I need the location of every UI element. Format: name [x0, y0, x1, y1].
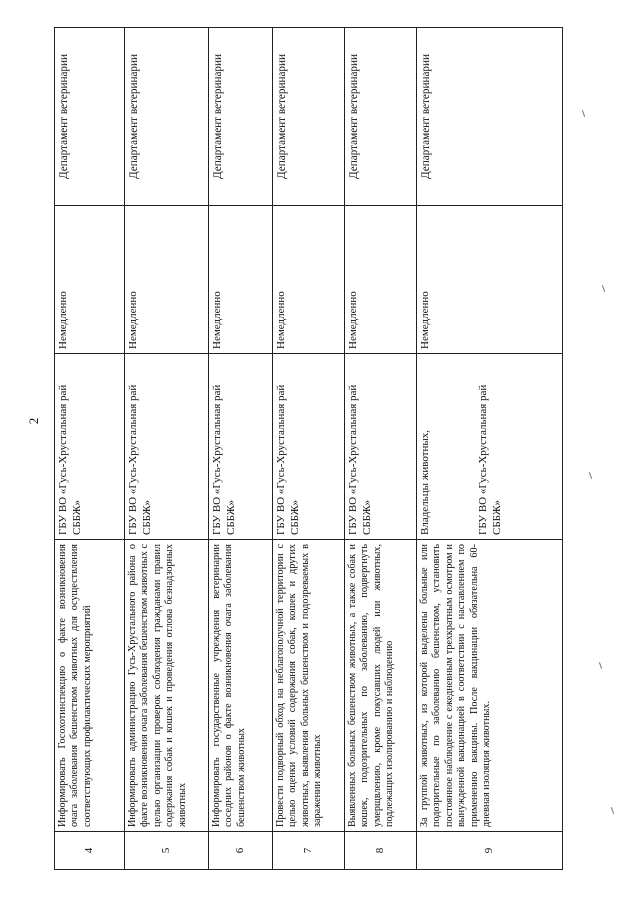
executor-text: ГБУ ВО «Гусь-Хрустальная рай СББЖ» [347, 384, 373, 535]
executor-text: ГБУ ВО «Гусь-Хрустальная рай СББЖ» [57, 384, 83, 535]
row-number: 6 [209, 832, 273, 870]
scan-mark [611, 807, 614, 814]
row-number: 8 [345, 832, 417, 870]
action-cell: За группой животных, из которой выделены больные или подозрительные по заболеванию бешенством, установить постоянное наблюдение с ежедневным трехкратным осмотром и вынужденной вакцинацией в соответствии с наставлением по применению вакцины. После вакцинации обязательна 60-дневная изоляция животных. [417, 540, 563, 832]
executor-cell [125, 354, 209, 540]
responsible-cell: Департамент ветеринарии [209, 28, 273, 206]
responsible-cell: Департамент ветеринарии [273, 28, 345, 206]
row-number: 9 [417, 832, 563, 870]
executor-cell [55, 354, 125, 540]
executor-cell [345, 354, 417, 540]
deadline-cell: Немедленно [417, 206, 563, 354]
action-cell: Провести подворный обход на неблагополучной территории с целью оценки условий содержания собак, кошек и других животных, выявления больных бешенством и подозреваемых в заражении животных [273, 540, 345, 832]
responsible-cell: Департамент ветеринарии [55, 28, 125, 206]
scan-mark [582, 110, 585, 117]
action-cell: Информировать администрацию Гусь-Хрустального района о факте возникновения очага заболевания бешенством животных с целью организации проверок соблюдения гражданами правил содержания собак и кошек и проведения отлова безнадзорных животных [125, 540, 209, 832]
responsible-cell: Департамент ветеринарии [345, 28, 417, 206]
measures-table [54, 27, 563, 870]
executor-text: ГБУ ВО «Гусь-Хрустальная рай СББЖ» [476, 384, 503, 535]
row-number: 4 [55, 832, 125, 870]
deadline-cell: Немедленно [209, 206, 273, 354]
table-row [55, 28, 125, 870]
executor-gap [433, 358, 477, 535]
action-cell: Выявленных больных бешенством животных, а также собак и кошек, подозрительных по заболеванию, подвергнуть умерщвлению, кроме покусавших людей или животных, подлежащих изолированию и наблюдению [345, 540, 417, 832]
responsible-cell: Департамент ветеринарии [417, 28, 563, 206]
responsible-cell: Департамент ветеринарии [125, 28, 209, 206]
deadline-cell: Немедленно [273, 206, 345, 354]
table-row [273, 28, 345, 870]
executor-text: ГБУ ВО «Гусь-Хрустальная рай СББЖ» [127, 384, 153, 535]
scan-mark [599, 662, 602, 669]
action-cell: Информировать Госохотинспекцию о факте возникновения очага заболевания бешенством животных для осуществления соответствующих профилактических мероприятий [55, 540, 125, 832]
action-cell: Информировать государственные учреждения ветеринарии соседних районов о факте возникновения очага заболевания бешенством животных [209, 540, 273, 832]
executor-cell [417, 354, 563, 540]
measures-table-rotated [54, 28, 562, 870]
page-number: 2 [26, 417, 41, 425]
deadline-cell: Немедленно [345, 206, 417, 354]
executor-cell [209, 354, 273, 540]
deadline-cell: Немедленно [125, 206, 209, 354]
executor-text: ГБУ ВО «Гусь-Хрустальная рай СББЖ» [275, 384, 301, 535]
scan-mark [602, 285, 605, 292]
executor-cell [273, 354, 345, 540]
executor-extra-text: Владельцы животных, [419, 429, 431, 535]
table-row [209, 28, 273, 870]
row-number: 5 [125, 832, 209, 870]
deadline-cell: Немедленно [55, 206, 125, 354]
table-row [345, 28, 417, 870]
table-row [417, 28, 563, 870]
executor-text: ГБУ ВО «Гусь-Хрустальная рай СББЖ» [211, 384, 237, 535]
row-number: 7 [273, 832, 345, 870]
scan-mark [589, 472, 592, 479]
table-row [125, 28, 209, 870]
